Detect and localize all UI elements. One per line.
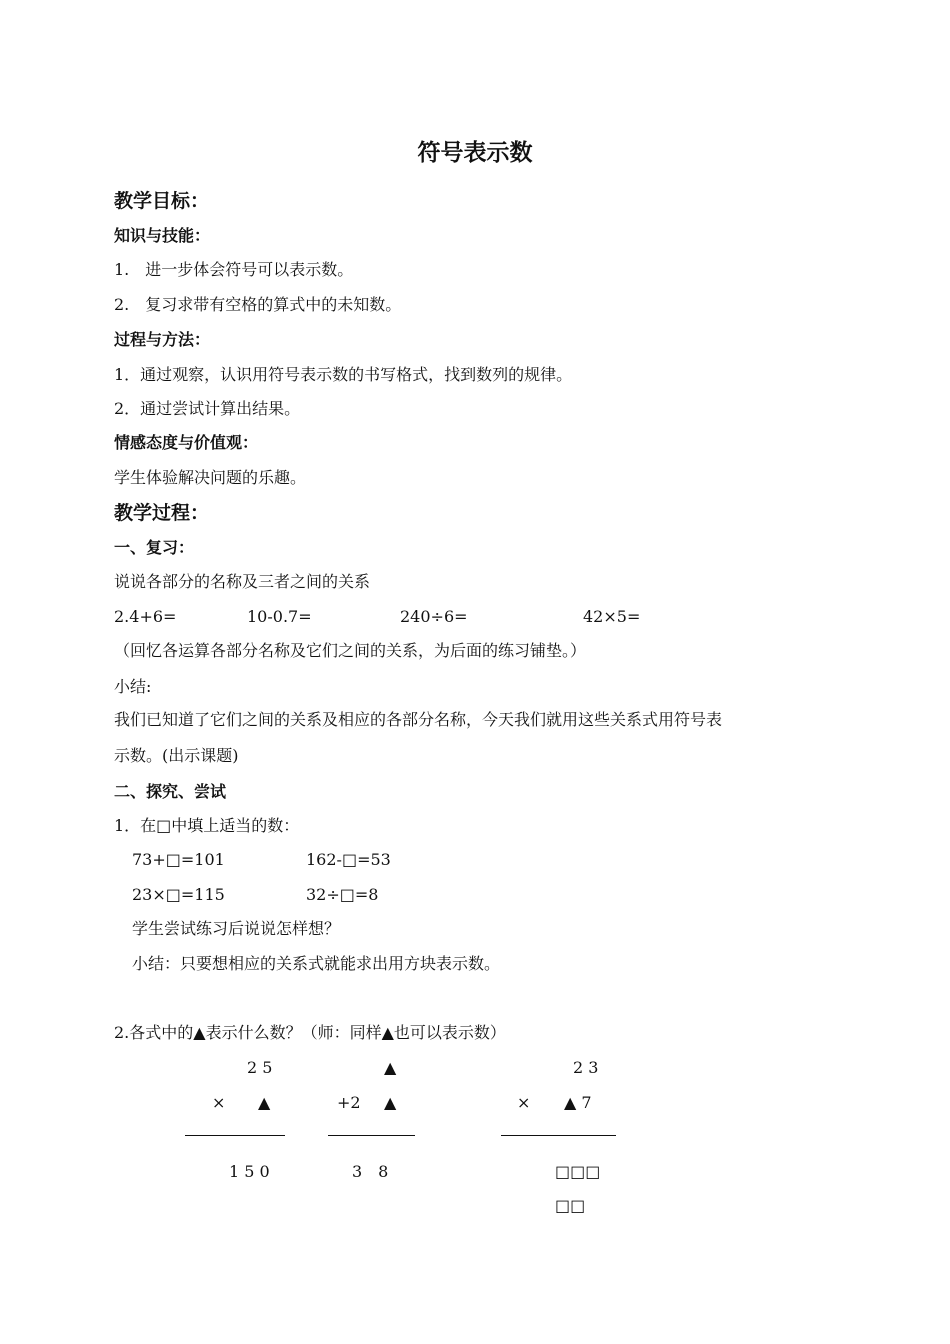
explore-question-1: 1．在□中填上适当的数： — [114, 816, 300, 835]
review-note: （回忆各运算各部分名称及它们之间的关系，为后面的练习铺垫。） — [114, 641, 587, 660]
process-item: 2．通过尝试计算出结果。 — [114, 399, 301, 418]
vertical-b-operator: +2 — [337, 1093, 361, 1112]
review-expression: 42×5= — [583, 607, 641, 626]
vertical-a-triangle: ▲ — [258, 1093, 271, 1112]
equation: 23×□=115 — [132, 885, 225, 904]
knowledge-heading: 知识与技能： — [114, 226, 211, 245]
process-heading: 过程与方法： — [114, 330, 211, 349]
vertical-a-top: 2 5 — [247, 1058, 273, 1077]
vertical-c-multiplier: ▲ 7 — [564, 1093, 592, 1112]
review-summary-line: 我们已知道了它们之间的关系及相应的各部分名称，今天我们就用这些关系式用符号表 — [114, 710, 723, 729]
procedure-heading: 教学过程： — [114, 502, 210, 524]
equation: 32÷□=8 — [306, 885, 379, 904]
explore-summary: 小结：只要想相应的关系式就能求出用方块表示数。 — [132, 954, 501, 973]
vertical-b-triangle: ▲ — [384, 1093, 397, 1112]
review-summary-line: 示数。(出示课题) — [114, 746, 239, 765]
explore-question-2: 2.各式中的▲表示什么数？（师：同样▲也可以表示数） — [114, 1023, 506, 1042]
vertical-c-partial-2: □□ — [555, 1196, 586, 1215]
vertical-a-result: 1 5 0 — [229, 1162, 270, 1181]
review-intro: 说说各部分的名称及三者之间的关系 — [114, 572, 371, 591]
page-title: 符号表示数 — [417, 140, 533, 166]
emotion-heading: 情感态度与价值观： — [114, 433, 259, 452]
explore-prompt: 学生尝试练习后说说怎样想？ — [132, 919, 341, 938]
equation: 73+□=101 — [132, 850, 225, 869]
objectives-heading: 教学目标： — [114, 190, 210, 212]
vertical-c-top: 2 3 — [573, 1058, 599, 1077]
review-expression: 10-0.7= — [247, 607, 312, 626]
vertical-b-result: 3 8 — [352, 1162, 389, 1181]
review-summary-label: 小结: — [114, 677, 152, 696]
vertical-c-partial-1: □□□ — [555, 1162, 601, 1181]
vertical-c-operator: × — [517, 1093, 531, 1112]
equation: 162-□=53 — [306, 850, 391, 869]
knowledge-item: 2. 复习求带有空格的算式中的未知数。 — [114, 295, 402, 314]
vertical-b-rule — [328, 1135, 415, 1136]
review-heading: 一、复习： — [114, 538, 195, 557]
process-item: 1．通过观察，认识用符号表示数的书写格式，找到数列的规律。 — [114, 365, 573, 384]
vertical-a-operator: × — [212, 1093, 226, 1112]
review-expression: 240÷6= — [400, 607, 468, 626]
explore-heading: 二、探究、尝试 — [114, 782, 227, 801]
knowledge-item: 1. 进一步体会符号可以表示数。 — [114, 260, 354, 279]
vertical-c-rule — [501, 1135, 616, 1136]
emotion-text: 学生体验解决问题的乐趣。 — [114, 468, 307, 487]
vertical-b-top: ▲ — [384, 1058, 397, 1077]
vertical-a-rule — [185, 1135, 285, 1136]
review-expression: 2.4+6= — [114, 607, 177, 626]
